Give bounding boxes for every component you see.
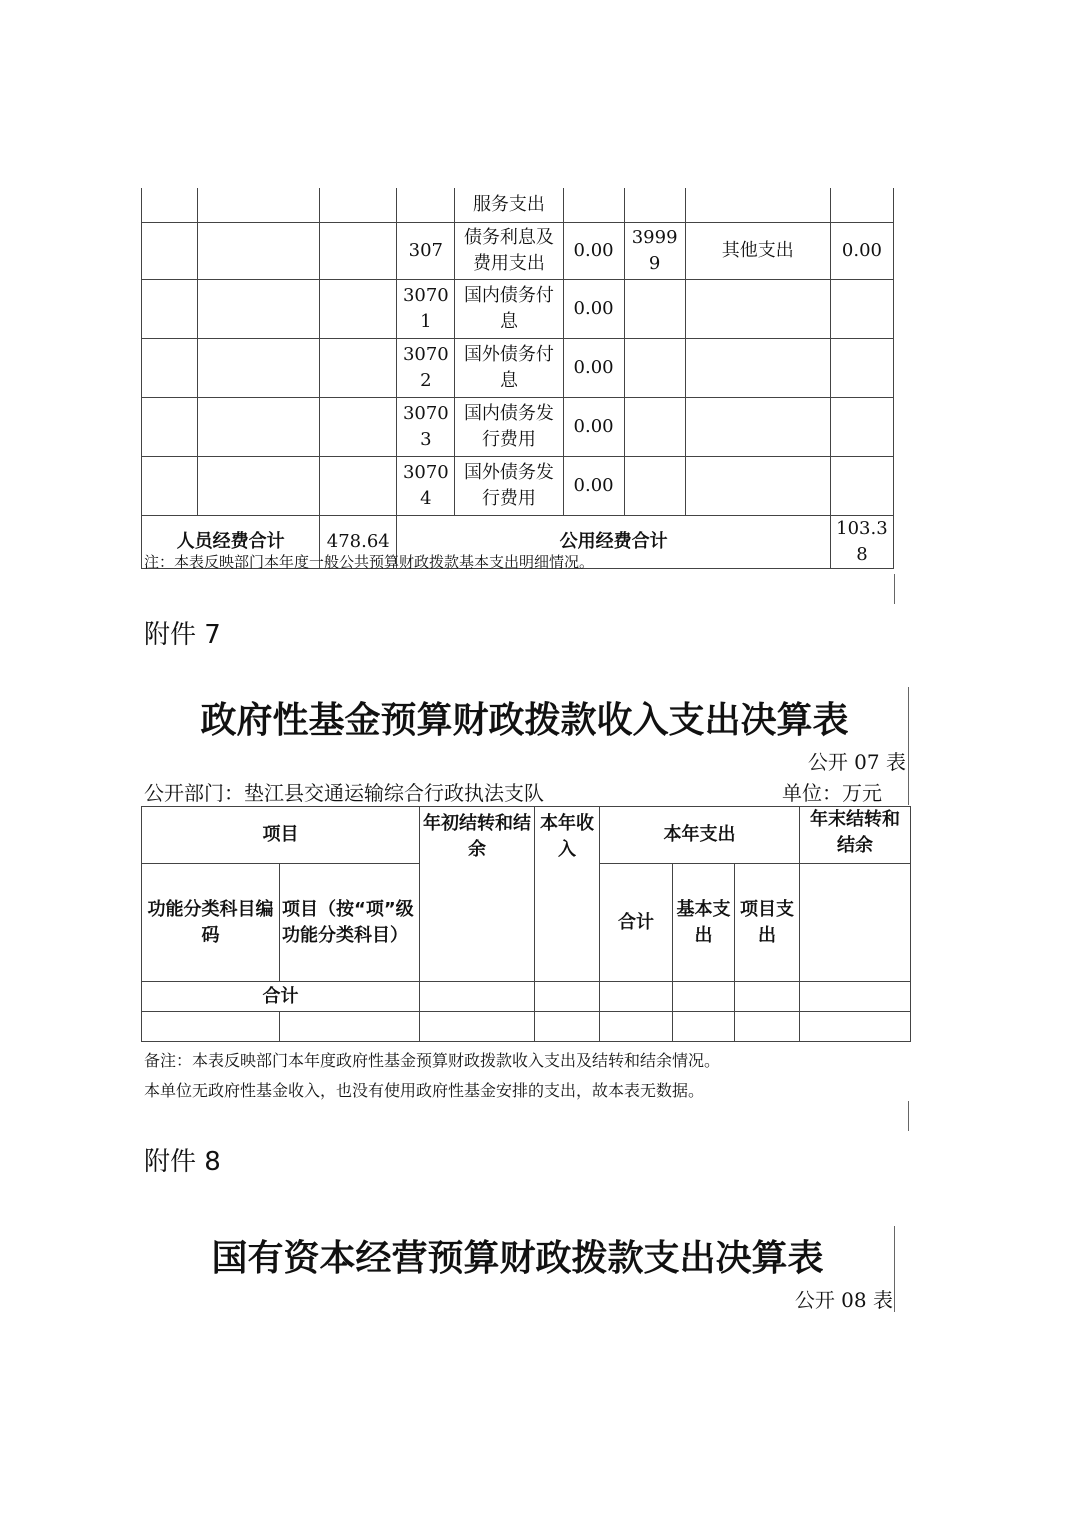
code-cell: 30703 [397, 397, 455, 456]
code-cell [624, 397, 685, 456]
annex8-form-number: 公开 08 表 [794, 1288, 893, 1312]
value-cell [830, 397, 893, 456]
name-cell [685, 279, 830, 338]
annex7-note-1: 备注：本表反映部门本年度政府性基金预算财政拨款收入支出及结转和结余情况。 [144, 1051, 721, 1070]
name-cell: 其他支出 [685, 222, 830, 279]
header-basic: 基本支出 [673, 864, 735, 982]
code-cell: 30702 [397, 338, 455, 397]
header-end-balance: 年末结转和结余 [800, 807, 911, 864]
code-cell [624, 338, 685, 397]
annex7-department: 公开部门：垫江县交通运输综合行政执法支队 [144, 781, 544, 805]
margin-line [894, 574, 895, 604]
table-row [142, 279, 894, 338]
annex7-unit: 单位：万元 [782, 781, 882, 805]
name-cell [685, 456, 830, 515]
code-cell: 30704 [397, 456, 455, 515]
name-cell: 国内债务发行费用 [455, 397, 563, 456]
annex7-title: 政府性基金预算财政拨款收入支出决算表 [200, 699, 849, 741]
code-cell [397, 188, 455, 222]
value-cell: 0.00 [563, 338, 624, 397]
name-cell [685, 338, 830, 397]
header-begin-balance: 年初结转和结余 [420, 807, 535, 982]
code-cell: 30701 [397, 279, 455, 338]
margin-line [894, 1226, 895, 1312]
basic-expenditure-table [141, 188, 894, 569]
table-row [142, 338, 894, 397]
table-row [142, 397, 894, 456]
gov-fund-table [141, 806, 911, 1042]
annex8-title: 国有资本经营预算财政拨款支出决算表 [211, 1237, 824, 1279]
header-row [142, 807, 911, 864]
value-cell [830, 188, 893, 222]
value-cell: 0.00 [563, 222, 624, 279]
name-cell: 国外债务付息 [455, 338, 563, 397]
margin-line [908, 687, 909, 805]
table1-note: 注：本表反映部门本年度一般公共预算财政拨款基本支出明细情况。 [144, 553, 595, 571]
header-project: 项目支出 [735, 864, 800, 982]
name-cell: 服务支出 [455, 188, 563, 222]
name-cell [685, 397, 830, 456]
public-total-label: 公用经费合计 [397, 515, 831, 568]
total-label: 合计 [142, 982, 420, 1012]
name-cell: 国外债务发行费用 [455, 456, 563, 515]
value-cell [830, 279, 893, 338]
header-func-item: 项目（按“项”级功能分类科目） [280, 864, 420, 982]
code-cell: 39999 [624, 222, 685, 279]
header-total: 合计 [600, 864, 673, 982]
name-cell: 债务利息及费用支出 [455, 222, 563, 279]
table-row [142, 1012, 911, 1042]
name-cell: 国内债务付息 [455, 279, 563, 338]
value-cell [830, 456, 893, 515]
table-row [142, 188, 894, 222]
code-cell [624, 279, 685, 338]
header-income: 本年收入 [535, 807, 600, 982]
value-cell [563, 188, 624, 222]
header-func-code: 功能分类科目编码 [142, 864, 280, 982]
value-cell: 0.00 [563, 279, 624, 338]
value-cell: 0.00 [563, 456, 624, 515]
annex7-form-number: 公开 07 表 [807, 750, 906, 774]
personnel-total-value: 478.64 [320, 515, 397, 568]
header-item: 项目 [142, 807, 420, 864]
value-cell [830, 338, 893, 397]
value-cell: 0.00 [563, 397, 624, 456]
personnel-total-label: 人员经费合计 [142, 515, 320, 568]
annex7-label: 附件 7 [144, 620, 221, 650]
code-cell [624, 188, 685, 222]
public-total-value: 103.38 [830, 515, 893, 568]
total-row [142, 982, 911, 1012]
annex7-note-2: 本单位无政府性基金收入，也没有使用政府性基金安排的支出，故本表无数据。 [144, 1081, 705, 1100]
name-cell [685, 188, 830, 222]
code-cell: 307 [397, 222, 455, 279]
annex8-label: 附件 8 [144, 1147, 221, 1177]
table-row [142, 222, 894, 279]
value-cell: 0.00 [830, 222, 893, 279]
code-cell [624, 456, 685, 515]
header-expenditure: 本年支出 [600, 807, 800, 864]
margin-line [908, 1101, 909, 1131]
table-row [142, 456, 894, 515]
